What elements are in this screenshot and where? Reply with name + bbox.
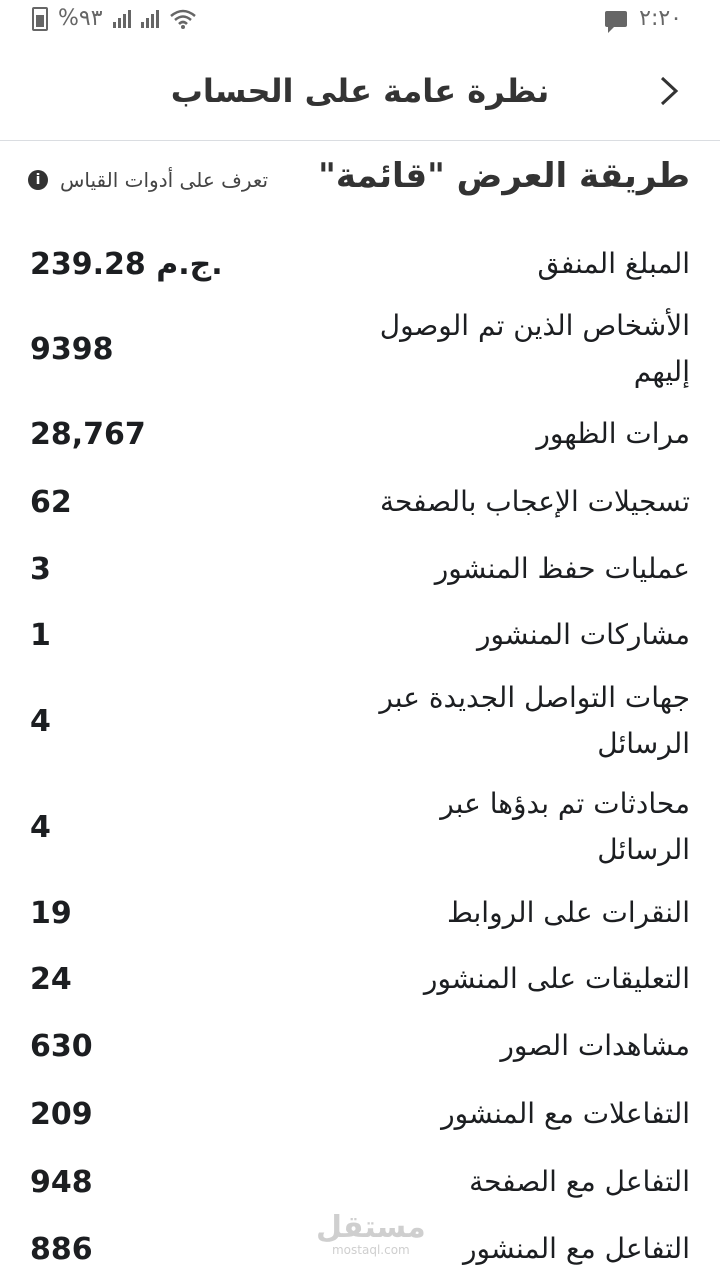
metric-value: 209 [30, 1096, 93, 1132]
wifi-icon [169, 8, 197, 30]
status-icons [32, 6, 197, 31]
metric-label: التفاعل مع المنشور [463, 1232, 690, 1265]
metric-label: محادثات تم بدؤها عبر الرسائل [440, 787, 690, 866]
list-item [0, 1080, 720, 1148]
list-item [0, 1148, 720, 1216]
status-bar [0, 0, 720, 40]
list-item [0, 536, 720, 602]
battery-icon [32, 7, 48, 31]
metrics-list [0, 230, 720, 1282]
list-item [0, 1012, 720, 1080]
metric-label: التفاعل مع الصفحة [469, 1165, 690, 1198]
metric-label: عمليات حفظ المنشور [434, 552, 690, 585]
list-item [0, 230, 720, 298]
battery-level: %٩٣ [58, 6, 103, 31]
message-icon [605, 11, 627, 27]
status-right [605, 6, 682, 31]
view-mode-row [0, 150, 720, 210]
signal-icon-2 [141, 10, 159, 28]
page-title: نظرة عامة على الحساب [170, 72, 550, 110]
metric-value: 19 [30, 895, 72, 931]
metric-label: التعليقات على المنشور [423, 962, 690, 995]
list-item [0, 774, 720, 880]
metric-value: 9398 [30, 331, 114, 367]
metric-label: جهات التواصل الجديدة عبر الرسائل [379, 681, 690, 760]
view-mode-title: طريقة العرض "قائمة" [318, 156, 690, 196]
signal-icon [113, 10, 131, 28]
metric-value: 630 [30, 1028, 93, 1064]
chevron-right-icon [658, 74, 680, 108]
list-item [0, 468, 720, 536]
list-item [0, 946, 720, 1012]
list-item [0, 298, 720, 400]
list-item [0, 602, 720, 668]
clock: ٢:٢٠ [639, 6, 682, 31]
metric-label: الأشخاص الذين تم الوصول إليهم [379, 309, 690, 388]
learn-metrics-text: تعرف على أدوات القياس [60, 168, 269, 192]
metric-label: النقرات على الروابط [446, 896, 690, 929]
info-icon: i [28, 170, 48, 190]
back-button[interactable] [658, 74, 680, 114]
metric-value: 4 [30, 703, 51, 739]
metric-value: 24 [30, 961, 72, 997]
metric-label: التفاعلات مع المنشور [441, 1097, 690, 1130]
metric-label: مرات الظهور [536, 417, 690, 450]
metric-value: 28,767 [30, 416, 146, 452]
metric-value: 4 [30, 809, 51, 845]
list-item [0, 400, 720, 468]
watermark [316, 1210, 426, 1257]
metric-value: 1 [30, 617, 51, 653]
watermark-latin: mostaql.com [331, 1243, 410, 1257]
list-item [0, 668, 720, 774]
metric-value: 3 [30, 551, 51, 587]
watermark-arabic: مستقل [316, 1210, 426, 1245]
app-header [0, 48, 720, 141]
metric-label: تسجيلات الإعجاب بالصفحة [380, 485, 690, 518]
metric-label: المبلغ المنفق [537, 247, 690, 280]
metric-label: مشاهدات الصور [500, 1029, 690, 1062]
metric-value: 62 [30, 484, 72, 520]
metric-value: 948 [30, 1164, 93, 1200]
learn-metrics-link[interactable] [28, 168, 268, 192]
list-item [0, 880, 720, 946]
metric-label: مشاركات المنشور [476, 618, 690, 651]
metric-value: 886 [30, 1231, 93, 1267]
metric-value: 239.28 ج.م. [30, 246, 223, 282]
